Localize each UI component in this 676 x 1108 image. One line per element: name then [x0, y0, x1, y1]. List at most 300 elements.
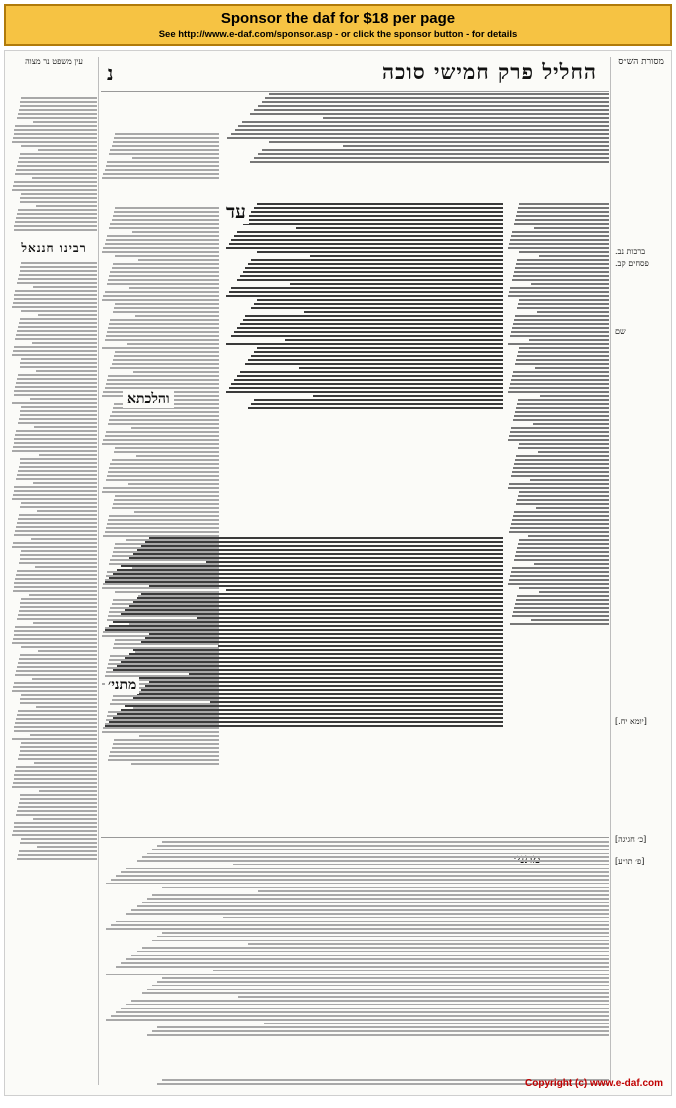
text-line — [518, 399, 609, 401]
text-line — [299, 367, 503, 369]
text-line — [510, 575, 609, 577]
text-line — [13, 137, 97, 139]
text-line — [20, 318, 97, 320]
text-line — [107, 161, 219, 163]
text-line — [107, 235, 219, 237]
text-line — [36, 205, 97, 207]
margin-note: [כ׳ חגיגה] — [615, 835, 647, 844]
text-line — [226, 247, 503, 249]
text-line — [516, 599, 609, 601]
text-line — [108, 279, 219, 281]
text-line — [257, 299, 503, 301]
text-line — [113, 263, 219, 265]
text-line — [243, 319, 503, 321]
text-line — [20, 798, 97, 800]
text-line — [512, 375, 609, 377]
text-line — [513, 323, 609, 325]
text-line — [537, 311, 609, 313]
text-line — [142, 856, 609, 858]
text-line — [152, 940, 609, 942]
text-line — [30, 398, 97, 400]
text-line — [141, 641, 503, 643]
text-line — [12, 402, 97, 404]
text-line — [510, 335, 609, 337]
text-line — [18, 113, 97, 115]
text-line — [529, 339, 609, 341]
text-line — [20, 654, 97, 656]
sponsor-banner-title: Sponsor the daf for $18 per page — [220, 10, 456, 27]
text-line — [14, 630, 97, 632]
text-line — [141, 689, 503, 691]
text-line — [162, 841, 609, 843]
text-line — [105, 531, 219, 533]
gemara-wide-block — [101, 535, 503, 835]
text-line — [39, 790, 97, 792]
text-line — [108, 471, 219, 473]
text-line — [539, 591, 609, 593]
text-line — [133, 371, 219, 373]
rabbeinu-chananel-title: רבינו חננאל — [21, 241, 87, 255]
text-line — [17, 330, 97, 332]
text-line — [34, 762, 97, 764]
daf-number: נ — [107, 61, 114, 85]
text-line — [14, 229, 97, 231]
text-line — [14, 682, 97, 684]
text-line — [510, 239, 609, 241]
text-line — [33, 482, 98, 484]
text-line — [15, 674, 97, 676]
text-line — [513, 275, 609, 277]
text-line — [112, 459, 219, 461]
text-line — [269, 141, 609, 143]
text-line — [14, 442, 97, 444]
text-line — [15, 338, 97, 340]
text-line — [513, 467, 609, 469]
text-line — [13, 638, 97, 640]
text-line — [515, 315, 609, 317]
text-line — [19, 802, 97, 804]
text-line — [513, 515, 609, 517]
text-line — [514, 271, 609, 273]
text-line — [137, 860, 609, 862]
page-header — [101, 57, 609, 91]
text-line — [15, 386, 97, 388]
text-line — [19, 274, 97, 276]
text-line — [106, 1019, 609, 1021]
text-line — [234, 235, 503, 237]
text-line — [511, 571, 609, 573]
text-line — [12, 498, 97, 500]
text-line — [17, 165, 97, 167]
text-line — [515, 459, 609, 461]
text-line — [152, 894, 609, 896]
text-line — [147, 898, 609, 900]
text-line — [13, 494, 97, 496]
text-line — [21, 310, 97, 312]
text-line — [110, 463, 219, 465]
text-line — [515, 363, 609, 365]
text-line — [19, 658, 97, 660]
text-line — [310, 255, 503, 257]
text-line — [106, 431, 219, 433]
text-line — [121, 565, 503, 567]
text-line — [102, 251, 219, 253]
text-line — [129, 557, 503, 559]
text-line — [115, 133, 219, 135]
text-line — [102, 177, 219, 179]
sponsor-banner[interactable] — [4, 4, 672, 46]
ein-mishpat-text — [11, 97, 97, 231]
text-line — [508, 343, 609, 345]
text-line — [14, 181, 97, 183]
text-line — [251, 259, 503, 261]
text-line — [131, 909, 609, 911]
text-line — [110, 223, 219, 225]
text-line — [12, 834, 97, 836]
text-line — [250, 161, 609, 163]
text-line — [248, 943, 609, 945]
text-line — [115, 255, 219, 257]
text-line — [20, 201, 97, 203]
text-line — [17, 522, 97, 524]
text-line — [113, 141, 219, 143]
text-line — [138, 259, 219, 261]
text-line — [240, 371, 503, 373]
text-line — [112, 363, 219, 365]
text-line — [248, 263, 503, 265]
text-line — [17, 666, 97, 668]
text-line — [534, 563, 609, 565]
text-line — [132, 231, 219, 233]
text-line — [516, 407, 609, 409]
text-line — [109, 721, 503, 723]
text-line — [510, 383, 609, 385]
text-line — [512, 519, 609, 521]
text-line — [30, 734, 97, 736]
text-line — [21, 550, 97, 552]
text-line — [114, 499, 219, 501]
text-line — [12, 738, 97, 740]
text-line — [20, 105, 97, 107]
text-line — [234, 331, 503, 333]
text-line — [105, 435, 219, 437]
text-line — [14, 822, 97, 824]
text-line — [245, 315, 503, 317]
text-line — [229, 387, 503, 389]
text-line — [38, 314, 97, 316]
text-line — [21, 646, 97, 648]
text-line — [131, 1000, 609, 1002]
text-line — [517, 403, 609, 405]
text-line — [258, 105, 609, 107]
text-line — [112, 267, 219, 269]
masoret-hashas-title: מסורת הש״ס — [618, 57, 664, 67]
text-line — [539, 255, 609, 257]
text-line — [129, 287, 219, 289]
text-line — [516, 263, 609, 265]
text-line — [105, 677, 503, 679]
text-line — [518, 447, 609, 449]
text-line — [21, 97, 97, 99]
text-line — [110, 415, 219, 417]
text-line — [258, 890, 609, 892]
text-line — [296, 227, 503, 229]
text-line — [128, 483, 219, 485]
text-line — [33, 818, 98, 820]
text-line — [13, 782, 97, 784]
copyright-notice: Copyright (c) www.e-daf.com — [525, 1078, 663, 1089]
text-line — [227, 137, 609, 139]
text-line — [264, 1023, 609, 1025]
text-line — [511, 331, 609, 333]
text-line — [517, 547, 609, 549]
text-line — [242, 121, 609, 123]
text-line — [12, 354, 97, 356]
text-line — [269, 93, 609, 95]
text-line — [530, 479, 609, 481]
sponsor-banner-subtitle: See http://www.e-daf.com/sponsor.asp - or click the sponsor button - for details — [158, 29, 518, 40]
text-line — [536, 507, 609, 509]
text-line — [517, 259, 609, 261]
text-line — [114, 451, 219, 453]
text-line — [162, 977, 609, 979]
text-line — [136, 455, 219, 457]
left-commentary-column — [11, 57, 97, 1085]
text-line — [516, 359, 609, 361]
text-line — [109, 323, 219, 325]
text-line — [14, 634, 97, 636]
text-line — [109, 625, 503, 627]
text-line — [518, 543, 609, 545]
text-line — [250, 113, 609, 115]
text-line — [106, 974, 609, 976]
text-line — [105, 291, 219, 293]
text-line — [20, 458, 97, 460]
text-line — [251, 403, 503, 405]
rashi-top-block — [223, 91, 609, 199]
text-line — [513, 371, 609, 373]
text-line — [12, 141, 97, 143]
text-line — [18, 806, 97, 808]
text-line — [21, 598, 97, 600]
text-line — [29, 594, 97, 596]
text-line — [142, 947, 609, 949]
text-line — [33, 622, 97, 624]
text-line — [12, 306, 97, 308]
text-line — [110, 367, 219, 369]
text-line — [20, 266, 97, 268]
text-line — [16, 382, 97, 384]
text-line — [248, 215, 503, 217]
text-line — [238, 125, 609, 127]
text-line — [14, 534, 97, 536]
text-line — [15, 530, 97, 532]
mishna-marker: מתני׳ — [105, 677, 139, 694]
text-line — [116, 966, 609, 968]
text-line — [519, 587, 609, 589]
text-line — [21, 742, 97, 744]
text-line — [106, 239, 219, 241]
text-line — [125, 657, 503, 659]
text-line — [223, 917, 609, 919]
text-line — [285, 339, 503, 341]
text-line — [121, 661, 503, 663]
text-line — [517, 595, 609, 597]
text-line — [515, 555, 609, 557]
text-line — [142, 992, 609, 994]
text-line — [13, 542, 97, 544]
text-line — [14, 490, 97, 492]
text-line — [515, 267, 609, 269]
text-line — [20, 794, 97, 796]
text-line — [257, 203, 503, 205]
text-line — [137, 905, 609, 907]
text-line — [508, 295, 609, 297]
text-line — [133, 649, 503, 651]
text-line — [509, 483, 609, 485]
gemara-main-column — [223, 201, 503, 531]
text-line — [508, 487, 609, 489]
text-line — [229, 291, 503, 293]
masoret-hashas-margin — [613, 57, 669, 1085]
text-line — [127, 343, 219, 345]
text-line — [509, 531, 609, 533]
text-line — [508, 439, 609, 441]
text-line — [512, 567, 609, 569]
text-line — [323, 117, 609, 119]
text-line — [137, 693, 503, 695]
text-line — [134, 511, 219, 513]
text-line — [112, 507, 219, 509]
text-line — [514, 463, 609, 465]
text-line — [103, 439, 219, 441]
text-line — [17, 213, 97, 215]
text-line — [237, 327, 503, 329]
text-line — [16, 814, 97, 816]
text-line — [265, 97, 609, 99]
text-line — [16, 169, 97, 171]
text-line — [113, 573, 503, 575]
text-line — [13, 830, 97, 832]
text-line — [36, 370, 97, 372]
text-line — [517, 211, 609, 213]
text-line — [129, 653, 503, 655]
text-line — [14, 298, 97, 300]
text-line — [18, 710, 97, 712]
text-line — [248, 407, 503, 409]
text-line — [113, 503, 219, 505]
text-line — [106, 479, 219, 481]
text-line — [125, 705, 503, 707]
text-line — [149, 681, 503, 683]
text-line — [14, 726, 97, 728]
text-line — [132, 157, 219, 159]
text-line — [258, 153, 609, 155]
text-line — [16, 334, 97, 336]
margin-note: פסחים קב. — [615, 259, 649, 268]
text-line — [106, 383, 219, 385]
text-line — [121, 613, 503, 615]
text-line — [147, 989, 609, 991]
text-line — [210, 701, 503, 703]
text-line — [20, 414, 97, 416]
text-line — [112, 145, 219, 147]
text-line — [237, 375, 503, 377]
text-line — [511, 475, 609, 477]
text-line — [107, 283, 219, 285]
text-line — [518, 495, 609, 497]
text-line — [142, 902, 609, 904]
text-line — [141, 593, 503, 595]
text-line — [240, 275, 503, 277]
text-line — [106, 883, 609, 885]
text-line — [103, 487, 219, 489]
text-line — [111, 924, 609, 926]
text-line — [107, 379, 219, 381]
text-line — [157, 936, 609, 938]
text-line — [516, 551, 609, 553]
text-line — [533, 423, 610, 425]
text-line — [12, 189, 97, 191]
text-line — [149, 585, 503, 587]
text-line — [17, 117, 97, 119]
text-line — [19, 322, 97, 324]
text-line — [103, 173, 219, 175]
text-line — [121, 1008, 609, 1010]
text-line — [137, 951, 609, 953]
text-line — [37, 846, 97, 848]
text-line — [110, 149, 219, 151]
text-line — [519, 251, 609, 253]
text-line — [21, 145, 97, 147]
text-line — [21, 838, 97, 840]
text-line — [538, 451, 609, 453]
text-line — [231, 239, 503, 241]
text-line — [147, 853, 609, 855]
text-line — [511, 427, 609, 429]
text-line — [145, 685, 503, 687]
text-line — [14, 826, 97, 828]
text-line — [37, 510, 97, 512]
text-line — [109, 153, 219, 155]
text-line — [34, 426, 97, 428]
text-line — [15, 290, 97, 292]
text-line — [17, 282, 97, 284]
text-line — [237, 279, 503, 281]
text-line — [535, 367, 609, 369]
text-line — [107, 475, 219, 477]
text-line — [235, 129, 609, 131]
text-line — [152, 849, 609, 851]
text-line — [33, 121, 97, 123]
text-line — [145, 637, 503, 639]
text-line — [540, 395, 609, 397]
text-line — [18, 614, 97, 616]
text-line — [15, 722, 97, 724]
text-line — [105, 387, 219, 389]
text-line — [35, 566, 97, 568]
text-line — [19, 754, 97, 756]
text-line — [519, 443, 609, 445]
margin-note: שם — [615, 327, 626, 336]
text-line — [126, 913, 609, 915]
text-line — [18, 854, 97, 856]
text-line — [152, 985, 609, 987]
text-line — [108, 375, 219, 377]
text-line — [257, 251, 503, 253]
text-line — [133, 601, 503, 603]
text-line — [20, 270, 97, 272]
